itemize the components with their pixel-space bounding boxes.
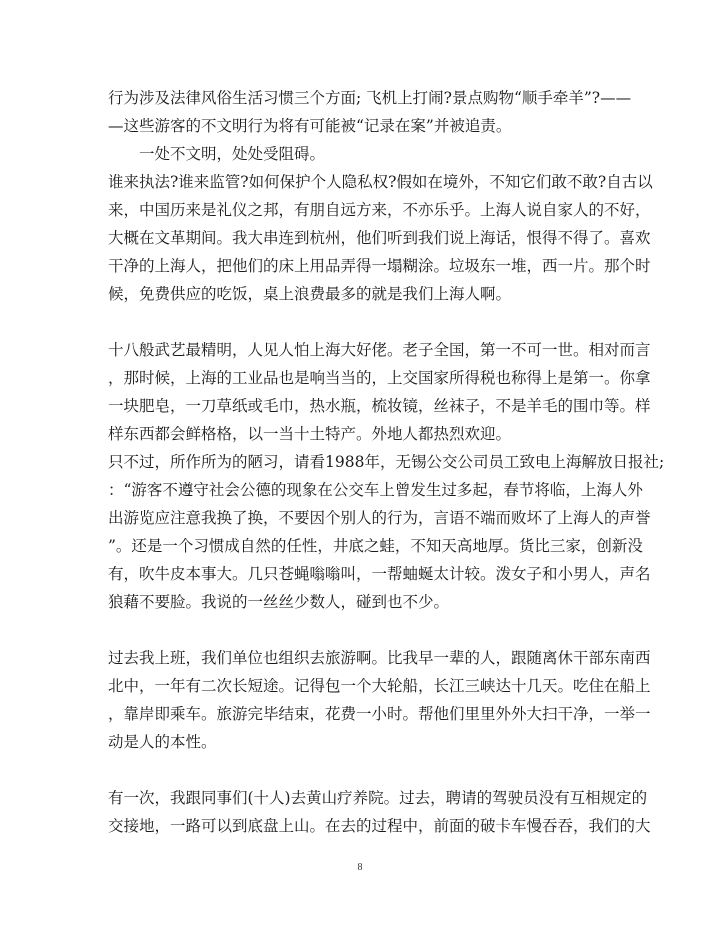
paragraph bbox=[108, 784, 651, 840]
text-line: 狼藉不要脸。我说的一丝丝少数人，碰到也不少。 bbox=[108, 593, 450, 611]
text-line: 过去我上班，我们单位也组织去旅游啊。比我早一辈的人，跟随离休干部东南西 bbox=[108, 649, 651, 667]
paragraph-gap bbox=[108, 616, 608, 644]
text-line: 只不过，所作所为的陋习，请看1988年，无锡公交公司员工致电上海解放日报社; bbox=[108, 453, 665, 471]
text-line: 有，吹牛皮本事大。几只苍蝇嗡嗡叫，一帮蚰蜒太计较。泼女子和小男人，声名 bbox=[108, 565, 651, 583]
text-line: 有一次，我跟同事们(十人)去黄山疗养院。过去，聘请的驾驶员没有互相规定的 bbox=[108, 789, 648, 807]
text-line: 候，免费供应的吃饭，桌上浪费最多的就是我们上海人啊。 bbox=[108, 285, 512, 303]
page-number: 8 bbox=[357, 862, 363, 873]
text-line: 北中，一年有二次长短途。记得包一个大轮船，长江三峡达十几天。吃住在船上 bbox=[108, 677, 651, 695]
text-line: 谁来执法?谁来监管?如何保护个人隐私权?假如在境外，不知它们敢不敢?自古以 bbox=[108, 173, 653, 191]
text-line: 一处不文明，处处受阻碍。 bbox=[139, 145, 326, 163]
text-line: 交接地，一路可以到底盘上山。在去的过程中，前面的破卡车慢吞吞，我们的大 bbox=[108, 817, 651, 835]
text-line: 大概在文革期间。我大串连到杭州，他们听到我们说上海话，恨得不得了。喜欢 bbox=[108, 229, 651, 247]
text-line: —这些游客的不文明行为将有可能被“记录在案”并被追责。 bbox=[108, 117, 512, 135]
text-line: ，靠岸即乘车。旅游完毕结束，花费一小时。帮他们里里外外大扫干净，一举一 bbox=[108, 705, 651, 723]
text-line: 动是人的本性。 bbox=[108, 733, 217, 751]
text-line: 出游览应注意我换了换，不要因个别人的行为，言语不端而败坏了上海人的声誉 bbox=[108, 509, 651, 527]
text-line: ：“游客不遵守社会公德的现象在公交车上曾发生过多起，春节将临，上海人外 bbox=[108, 481, 643, 499]
text-line: ”。还是一个习惯成自然的任性，井底之蛙，不知天高地厚。货比三家，创新没 bbox=[108, 537, 643, 555]
text-line: 样东西都会鲜格格，以一当十土特产。外地人都热烈欢迎。 bbox=[108, 425, 512, 443]
paragraph bbox=[108, 336, 651, 448]
text-line: 来，中国历来是礼仪之邦，有朋自远方来，不亦乐乎。上海人说自家人的不好， bbox=[108, 201, 651, 219]
paragraph-gap bbox=[108, 756, 608, 784]
paragraph bbox=[108, 644, 651, 756]
document-body bbox=[108, 84, 665, 840]
paragraph bbox=[108, 140, 608, 168]
text-line: ，那时候，上海的工业品也是响当当的，上交国家所得税也称得上是第一。你拿 bbox=[108, 369, 651, 387]
text-line: 行为涉及法律风俗生活习惯三个方面; 飞机上打闹?景点购物“顺手牵羊”?—— bbox=[108, 89, 632, 107]
text-line: 干净的上海人，把他们的床上用品弄得一塌糊涂。垃圾东一堆，西一片。那个时 bbox=[108, 257, 651, 275]
text-line: 一块肥皂，一刀草纸或毛巾，热水瓶，梳妆镜，丝袜子，不是羊毛的围巾等。样 bbox=[108, 397, 651, 415]
paragraph bbox=[108, 168, 653, 308]
text-line: 十八般武艺最精明，人见人怕上海大好佬。老子全国，第一不可一世。相对而言 bbox=[108, 341, 651, 359]
paragraph bbox=[108, 84, 632, 140]
paragraph-gap bbox=[108, 308, 608, 336]
paragraph bbox=[108, 448, 665, 616]
